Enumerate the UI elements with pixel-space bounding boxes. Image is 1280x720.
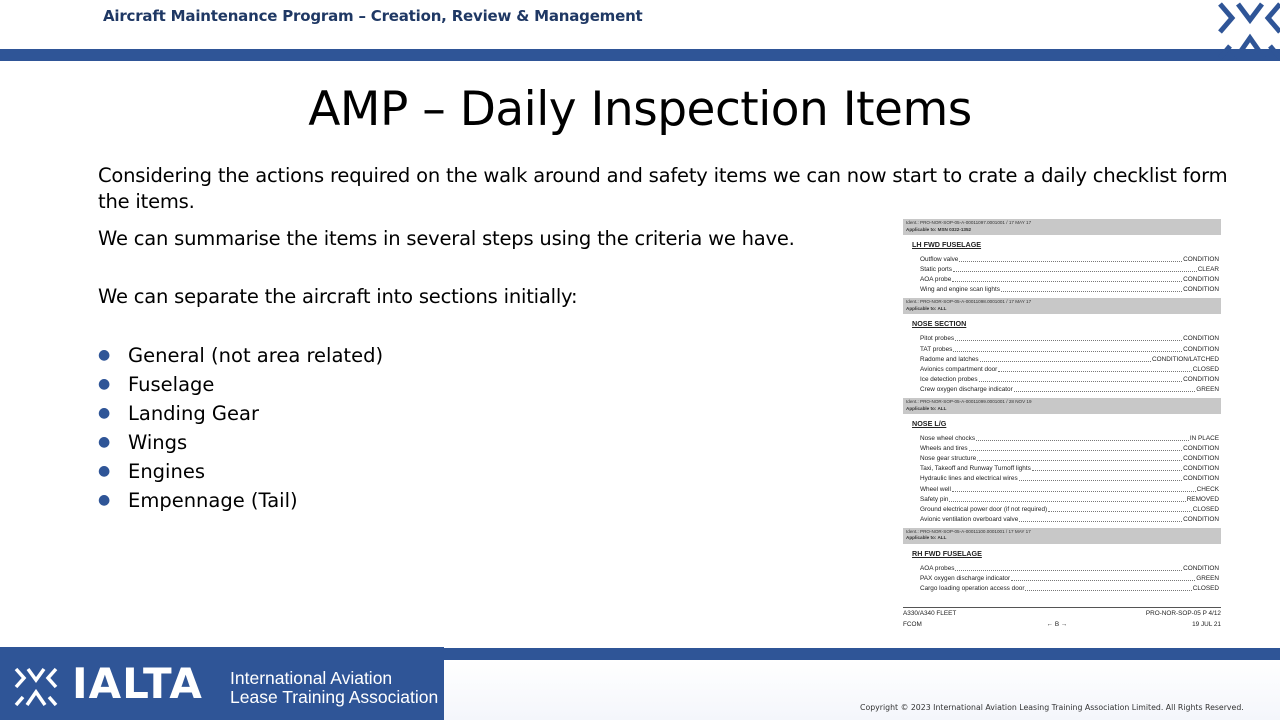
brand-name: IALTA: [72, 659, 203, 708]
doc-item: Crew oxygen discharge indicator GREEN: [920, 385, 1219, 393]
doc-item: Cargo loading operation access door CLOSED: [920, 585, 1219, 593]
copyright-notice: Copyright © 2023 International Aviation Leasing Training Association Limited. All Rights Reserved.: [860, 703, 1244, 712]
bullet-icon: ●: [98, 492, 111, 508]
header-title: Aircraft Maintenance Program – Creation, Review & Management: [103, 7, 643, 25]
doc-fleet: A330/A340 FLEET: [903, 610, 957, 617]
doc-item: Wheel well CHECK: [920, 485, 1219, 493]
doc-item: Nose gear structure CONDITION: [920, 455, 1219, 463]
bullet-icon: ●: [98, 434, 111, 450]
bullet-item: ● Wings: [98, 428, 383, 457]
doc-item: Nose wheel chocks IN PLACE: [920, 435, 1219, 443]
doc-section-heading: NOSE SECTION: [912, 319, 967, 329]
doc-item: Avionics compartment door CLOSED: [920, 365, 1219, 373]
doc-item: Outflow valve CONDITION: [920, 256, 1219, 264]
bullet-item: ● Engines: [98, 457, 383, 486]
slide-title: AMP – Daily Inspection Items: [308, 82, 972, 137]
doc-item: AOA probes CONDITION: [920, 564, 1219, 572]
doc-item: Hydraulic lines and electrical wires CONDITION: [920, 475, 1219, 483]
ialta-mark-icon: [1216, 0, 1280, 62]
sections-paragraph: We can separate the aircraft into sections initially:: [98, 285, 578, 308]
doc-item: Static ports CLEAR: [920, 266, 1219, 274]
top-accent-bar: [0, 49, 1280, 61]
footer-accent-bar: [444, 648, 1280, 660]
doc-item: Pitot probes CONDITION: [920, 335, 1219, 343]
association-name: International Aviation Lease Training Association: [230, 668, 439, 707]
intro-paragraph: Considering the actions required on the walk around and safety items we can now start to crate a daily checklist form the items.: [98, 164, 1228, 213]
summary-paragraph: We can summarise the items in several steps using the criteria we have.: [98, 227, 795, 250]
doc-item: Safety pin REMOVED: [920, 495, 1219, 503]
doc-section-nose-lg: [903, 398, 1221, 528]
doc-item: AOA probe CONDITION: [920, 276, 1219, 284]
ialta-footer-logo: [0, 647, 444, 720]
doc-section-nose-section: [903, 298, 1221, 398]
bullet-icon: ●: [98, 405, 111, 421]
bullet-icon: ●: [98, 347, 111, 363]
doc-ident-banner: Ident.: PRO-NOR-SOP-05-A-00011098.0001001 / 17 MAY 17 Applicable to: ALL: [903, 298, 1221, 314]
fcom-checklist-excerpt: [903, 219, 1221, 631]
doc-section-rh-fwd-fuselage: [903, 528, 1221, 593]
doc-revision: ← B →: [1046, 621, 1068, 628]
doc-section-heading: NOSE L/G: [912, 418, 947, 428]
bullet-item: ● Empennage (Tail): [98, 486, 383, 515]
doc-item: Wing and engine scan lights CONDITION: [920, 286, 1219, 294]
doc-manual: FCOM: [903, 621, 922, 628]
doc-item: Avionic ventilation overboard valve CONDITION: [920, 515, 1219, 523]
bullet-item: ● General (not area related): [98, 341, 383, 370]
doc-item: Taxi, Takeoff and Runway Turnoff lights CONDITION: [920, 465, 1219, 473]
doc-ident-banner: Ident.: PRO-NOR-SOP-05-A-00011100.0001001 / 17 MAY 17 Applicable to: ALL: [903, 528, 1221, 544]
doc-section-heading: RH FWD FUSELAGE: [912, 548, 982, 558]
doc-date: 19 JUL 21: [1192, 621, 1221, 628]
ialta-mark-icon: [14, 667, 58, 707]
doc-item: Ground electrical power door (if not required) CLOSED: [920, 505, 1219, 513]
doc-footer: [903, 607, 1221, 632]
doc-item: TAT probes CONDITION: [920, 345, 1219, 353]
bullet-icon: ●: [98, 376, 111, 392]
doc-page-ref: PRO-NOR-SOP-05 P 4/12: [1145, 610, 1221, 617]
doc-ident-banner: Ident.: PRO-NOR-SOP-05-A-00011099.0001001 / 28 NOV 19 Applicable to: ALL: [903, 398, 1221, 414]
bullet-item: ● Fuselage: [98, 370, 383, 399]
doc-item: Radome and latches CONDITION/LATCHED: [920, 355, 1219, 363]
bullet-icon: ●: [98, 463, 111, 479]
doc-item: Ice detection probes CONDITION: [920, 375, 1219, 383]
doc-section-lh-fwd-fuselage: [903, 219, 1221, 298]
section-bullet-list: [98, 341, 383, 515]
doc-item: PAX oxygen discharge indicator GREEN: [920, 574, 1219, 582]
doc-ident-banner: Ident.: PRO-NOR-SOP-05-A-00011097.0001001 / 17 MAY 17 Applicable to: MSN 0322-1352: [903, 219, 1221, 235]
doc-section-heading: LH FWD FUSELAGE: [912, 240, 982, 249]
doc-item: Wheels and tires CONDITION: [920, 445, 1219, 453]
bullet-item: ● Landing Gear: [98, 399, 383, 428]
